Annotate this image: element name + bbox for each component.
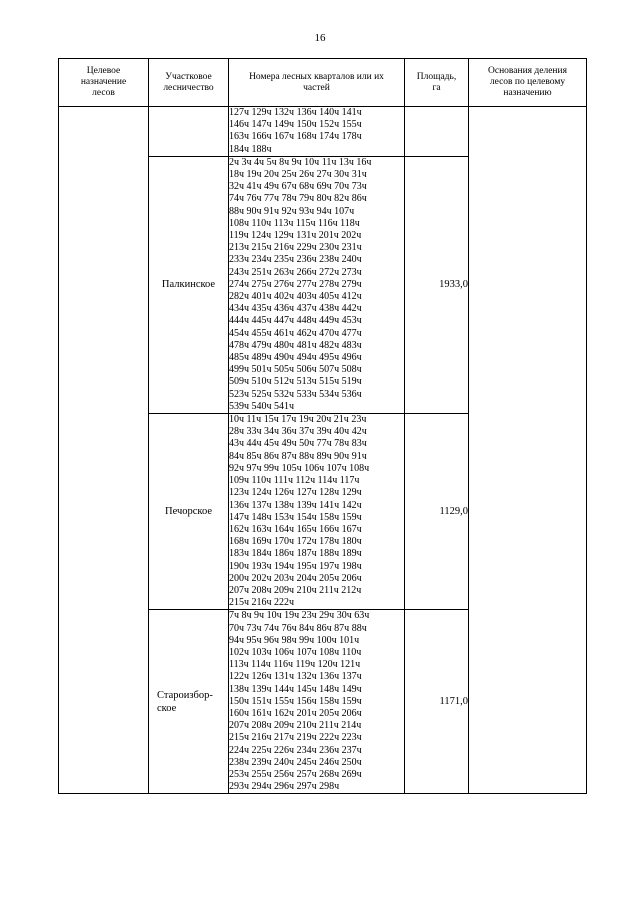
quarters-line: 163ч 166ч 167ч 168ч 174ч 178ч [229,131,362,143]
header-district-line: лесничество [163,82,214,93]
quarters-line: 7ч 8ч 9ч 10ч 19ч 23ч 29ч 30ч 63ч [229,610,370,622]
header-row [59,59,587,107]
quarters-line: 94ч 95ч 96ч 98ч 99ч 100ч 101ч [229,634,360,646]
quarters-line: 184ч 188ч [229,143,272,155]
quarters-line: 136ч 137ч 138ч 139ч 141ч 142ч [229,499,362,511]
header-district [149,59,229,107]
quarters-line: 200ч 202ч 203ч 204ч 205ч 206ч [229,572,362,584]
header-basis-line: лесов по целевому [489,77,566,87]
header-basis-line: Основания деления [488,66,567,76]
quarters-cell [229,414,405,610]
area-cell: 1171,0 [405,610,469,794]
quarters-line: 162ч 163ч 164ч 165ч 166ч 167ч [229,523,362,535]
quarters-line: 150ч 151ч 155ч 156ч 158ч 159ч [229,695,362,707]
table-body [59,107,587,794]
header-purpose-line: Целевое [86,66,121,76]
district-cell [149,107,229,157]
area-cell: 1129,0 [405,414,469,610]
quarters-line: 523ч 525ч 532ч 533ч 534ч 536ч [229,388,362,400]
quarters-line: 454ч 455ч 461ч 462ч 470ч 477ч [229,327,362,339]
purpose-cell [59,107,149,794]
quarters-line: 207ч 208ч 209ч 210ч 211ч 214ч [229,720,362,732]
quarters-line: 183ч 184ч 186ч 187ч 188ч 189ч [229,548,362,560]
quarters-line: 485ч 489ч 490ч 494ч 495ч 496ч [229,352,362,364]
quarters-line: 88ч 90ч 91ч 92ч 93ч 94ч 107ч [229,205,355,217]
quarters-line: 434ч 435ч 436ч 437ч 438ч 442ч [229,303,362,315]
header-basis [469,59,587,107]
quarters-line: 224ч 225ч 226ч 234ч 236ч 237ч [229,744,362,756]
quarters-line: 168ч 169ч 170ч 172ч 178ч 180ч [229,536,362,548]
quarters-line: 138ч 139ч 144ч 145ч 148ч 149ч [229,683,362,695]
quarters-line: 509ч 510ч 512ч 513ч 515ч 519ч [229,376,362,388]
header-basis-line: назначению [503,88,552,98]
header-area [405,59,469,107]
quarters-line: 253ч 255ч 256ч 257ч 268ч 269ч [229,768,362,780]
area-cell [405,107,469,157]
header-quarters-line: частей [303,82,330,93]
quarters-line: 190ч 193ч 194ч 195ч 197ч 198ч [229,560,362,572]
header-purpose-line: назначение [80,77,127,87]
district-cell [149,610,229,794]
quarters-cell [229,156,405,413]
quarters-line: 282ч 401ч 402ч 403ч 405ч 412ч [229,291,362,303]
quarters-line: 215ч 216ч 217ч 219ч 222ч 223ч [229,732,362,744]
quarters-line: 113ч 114ч 116ч 119ч 120ч 121ч [229,659,361,671]
quarters-line: 147ч 148ч 153ч 154ч 158ч 159ч [229,511,362,523]
quarters-line: 70ч 73ч 74ч 76ч 84ч 86ч 87ч 88ч [229,622,367,634]
header-area-line: га [432,82,441,93]
quarters-line: 32ч 41ч 49ч 67ч 68ч 69ч 70ч 73ч [229,181,367,193]
district-name: Печорское [164,506,213,518]
quarters-line: 207ч 208ч 209ч 210ч 211ч 212ч [229,584,362,596]
quarters-line: 160ч 161ч 162ч 201ч 205ч 206ч [229,707,362,719]
quarters-line: 122ч 126ч 131ч 132ч 136ч 137ч [229,671,362,683]
header-quarters [229,59,405,107]
header-area-line: Площадь, [416,71,457,82]
quarters-line: 478ч 479ч 480ч 481ч 482ч 483ч [229,339,362,351]
quarters-line: 243ч 251ч 263ч 266ч 272ч 273ч [229,266,362,278]
quarters-line: 539ч 540ч 541ч [229,400,295,412]
quarters-line: 43ч 44ч 45ч 49ч 50ч 77ч 78ч 83ч [229,438,367,450]
quarters-line: 84ч 85ч 86ч 87ч 88ч 89ч 90ч 91ч [229,450,367,462]
district-cell [149,156,229,413]
district-name: Староизбор- [157,689,213,701]
quarters-line: 74ч 76ч 77ч 78ч 79ч 80ч 82ч 86ч [229,193,367,205]
quarters-line: 213ч 215ч 216ч 229ч 230ч 231ч [229,242,362,254]
forest-quarters-table [58,58,587,794]
district-cell [149,414,229,610]
quarters-line: 123ч 124ч 126ч 127ч 128ч 129ч [229,487,362,499]
page-number: 16 [314,32,326,44]
quarters-line: 109ч 110ч 111ч 112ч 114ч 117ч [229,475,360,487]
quarters-line: 233ч 234ч 235ч 236ч 238ч 240ч [229,254,362,266]
quarters-line: 92ч 97ч 99ч 105ч 106ч 107ч 108ч [229,462,370,474]
header-purpose-line: лесов [92,88,115,98]
area-cell: 1933,0 [405,156,469,413]
header-purpose [59,59,149,107]
district-name: Палкинское [161,279,216,291]
quarters-line: 274ч 275ч 276ч 277ч 278ч 279ч [229,278,362,290]
quarters-line: 146ч 147ч 149ч 150ч 152ч 155ч [229,119,362,131]
header-district-line: Участковое [165,71,212,82]
table-row [59,107,587,157]
quarters-line: 18ч 19ч 20ч 25ч 26ч 27ч 30ч 31ч [229,169,367,181]
district-name: ское [157,702,177,714]
header-quarters-line: Номера лесных кварталов или их [249,71,384,82]
quarters-line: 108ч 110ч 113ч 115ч 116ч 118ч [229,217,360,229]
quarters-cell [229,610,405,794]
quarters-line: 119ч 124ч 129ч 131ч 201ч 202ч [229,230,362,242]
quarters-line: 293ч 294ч 296ч 297ч 298ч [229,781,340,793]
quarters-cell [229,107,405,157]
basis-cell [469,107,587,794]
quarters-line: 28ч 33ч 34ч 36ч 37ч 39ч 40ч 42ч [229,426,367,438]
quarters-line: 215ч 216ч 222ч [229,597,295,609]
quarters-line: 10ч 11ч 15ч 17ч 19ч 20ч 21ч 23ч [229,414,367,426]
quarters-line: 127ч 129ч 132ч 136ч 140ч 141ч [229,107,362,118]
quarters-line: 238ч 239ч 240ч 245ч 246ч 250ч [229,756,362,768]
quarters-line: 499ч 501ч 505ч 506ч 507ч 508ч [229,364,362,376]
quarters-line: 444ч 445ч 447ч 448ч 449ч 453ч [229,315,362,327]
quarters-line: 2ч 3ч 4ч 5ч 8ч 9ч 10ч 11ч 13ч 16ч [229,156,372,168]
quarters-line: 102ч 103ч 106ч 107ч 108ч 110ч [229,646,362,658]
